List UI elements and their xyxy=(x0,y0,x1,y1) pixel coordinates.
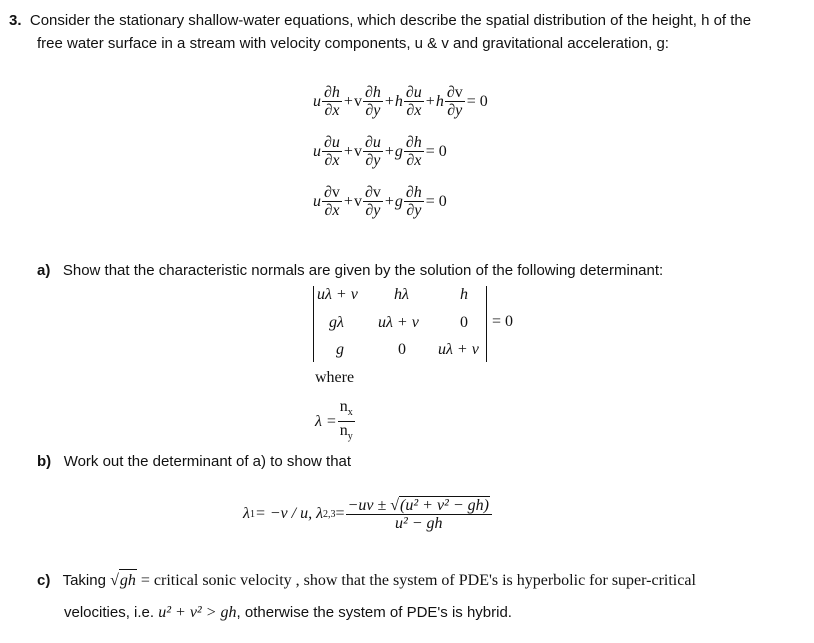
determinant-rhs: = 0 xyxy=(492,313,514,330)
part-c-line1: c) Taking √gh = critical sonic velocity , show that the system of PDE's is hyperbolic for super-critical xyxy=(37,569,696,592)
eq3-dv-dy: $\frac{\partial v}{\partial y}$ xyxy=(364,184,381,219)
problem-number: 3. xyxy=(9,12,22,29)
eq2-g: g xyxy=(394,142,403,160)
eq1-dv-dy: $\frac{\partial v}{\partial y}$ xyxy=(446,84,463,119)
determinant xyxy=(313,286,487,362)
problem-intro-text: Consider the stationary shallow-water equations, which describe the spatial distribution of the height, h of the xyxy=(29,12,752,29)
eq1-rhs: = 0 xyxy=(466,92,488,110)
eq1-v: v xyxy=(353,92,362,110)
eq1-dh-dx: $\frac{\partial h}{\partial x}$ xyxy=(324,84,340,119)
eq1-du-dx: $\frac{\partial u}{\partial x}$ xyxy=(405,84,422,119)
equation-momentum-y: u $\frac{\partial v}{\partial x}$ + v $\frac{\partial v}{\partial y}$ + g $\frac{\partial h}{\partial y}$ = 0 xyxy=(313,184,447,219)
where-label: where xyxy=(315,369,355,386)
eq1-dh-dy: $\frac{\partial h}{\partial y}$ xyxy=(364,84,381,119)
det-cell-2-3: 0 xyxy=(460,314,468,331)
lambda-fraction: $\frac{n_x}{n_y}$ xyxy=(339,398,353,443)
part-c-label: c) xyxy=(37,572,51,589)
eq2-rhs: = 0 xyxy=(425,142,447,160)
part-b-label: b) xyxy=(37,453,52,470)
det-cell-1-2: hλ xyxy=(394,286,409,303)
det-cell-3-1: g xyxy=(336,341,344,358)
eq2-du-dy: $\frac{\partial u}{\partial y}$ xyxy=(364,134,381,169)
equation-momentum-x: u $\frac{\partial u}{\partial x}$ + v $\frac{\partial u}{\partial y}$ + g $\frac{\partial h}{\partial x}$ = 0 xyxy=(313,134,447,169)
eq1-u: u xyxy=(313,92,321,110)
lambda-lhs: λ = xyxy=(315,412,337,430)
det-cell-2-2: uλ + v xyxy=(378,314,419,331)
eigenvalue-result: λ 1 = −v / u, λ 2,3 = $\frac{\text{−uv ± √(u² + v² − gh)}}{\text{u² − gh}}$ xyxy=(243,496,493,532)
lambda-definition xyxy=(315,398,356,445)
critical-velocity-root: gh xyxy=(119,569,137,592)
eq2-du-dx: $\frac{\partial u}{\partial x}$ xyxy=(324,134,340,169)
problem-intro-line2: free water surface in a stream with velocity components, u & v and gravitational acceleration, g: xyxy=(37,35,669,52)
part-a xyxy=(37,260,663,282)
part-a-label: a) xyxy=(37,262,51,279)
det-cell-1-1: uλ + v xyxy=(317,286,358,303)
det-cell-3-3: uλ + v xyxy=(438,341,479,358)
eq3-rhs: = 0 xyxy=(425,192,447,210)
eq3-dh-dy: $\frac{\partial h}{\partial y}$ xyxy=(405,184,422,219)
part-b xyxy=(37,451,351,473)
eq3-dv-dx: $\frac{\partial v}{\partial x}$ xyxy=(324,184,340,219)
det-cell-3-2: 0 xyxy=(398,341,406,358)
det-cell-1-3: h xyxy=(460,286,468,303)
part-c-line2: velocities, i.e. u² + v² > gh, otherwise the system of PDE's is hybrid. xyxy=(64,604,512,621)
eq3-g: g xyxy=(394,192,403,210)
supercritical-condition: u² + v² > gh xyxy=(158,604,237,621)
det-cell-2-1: gλ xyxy=(329,314,344,331)
part-b-text: Work out the determinant of a) to show that xyxy=(63,453,352,470)
equation-continuity: u $\frac{\partial h}{\partial x}$ + v $\frac{\partial h}{\partial y}$ + h $\frac{\partial u}{\partial x}$ + h $\frac{\partial v}{\partial y}$ = 0 xyxy=(313,84,488,119)
eigenvalue-fraction: $\frac{\text{−uv ± √(u² + v² − gh)}}{\text{u² − gh}}$ xyxy=(346,496,492,532)
part-a-text: Show that the characteristic normals are given by the solution of the following determinant: xyxy=(62,262,664,279)
eq2-dh-dx: $\frac{\partial h}{\partial x}$ xyxy=(405,134,422,169)
problem-intro-line1 xyxy=(9,10,751,32)
